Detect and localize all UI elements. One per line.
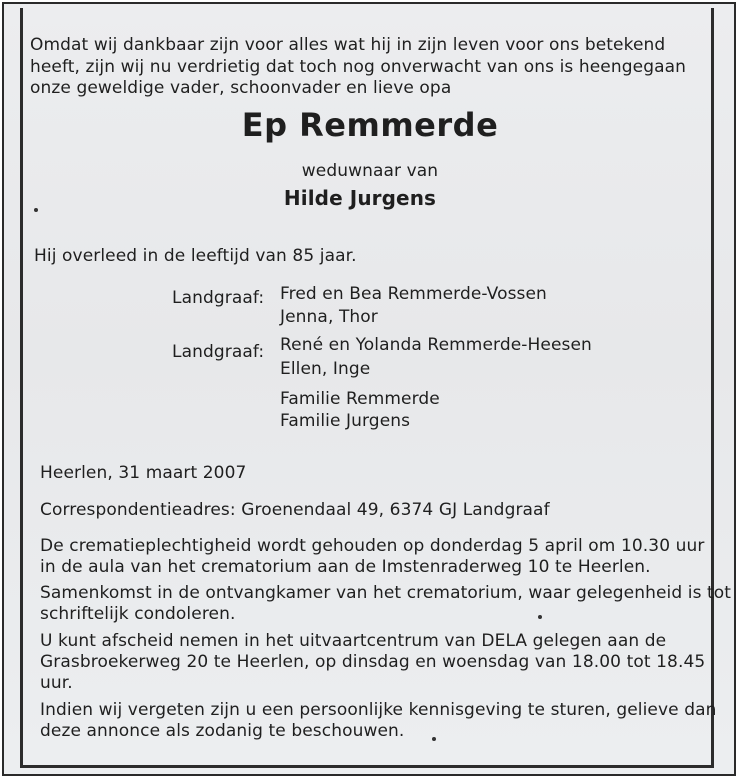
notice-line: deze annonce als zodanig te beschouwen. [40,721,405,741]
gathering-line: Samenkomst in de ontvangkamer van het crematorium, waar gelegenheid is tot [40,583,732,603]
print-speck [538,615,542,619]
widower-of-label: weduwnaar van [301,161,439,181]
family-line: René en Yolanda Remmerde-Heesen [280,335,592,355]
print-speck [432,737,436,741]
deceased-name: Ep Remmerde [241,106,499,144]
ceremony-line: in de aula van het crematorium aan de Imstenraderweg 10 te Heerlen. [40,557,651,577]
gathering-line: schriftelijk condoleren. [40,604,236,624]
intro-line: heeft, zijn wij nu verdrietig dat toch nog onverwacht van ons is heengegaan [30,57,686,77]
print-speck [34,208,38,212]
notice-line: Indien wij vergeten zijn u een persoonlijke kennisgeving te sturen, gelieve dan [40,700,717,720]
family-place: Landgraaf: [172,288,265,308]
family-line: Familie Remmerde [280,389,440,409]
ceremony-line: De crematieplechtigheid wordt gehouden op donderdag 5 april om 10.30 uur [40,536,705,556]
correspondence-address: Correspondentieadres: Groenendaal 49, 6374 GJ Landgraaf [40,500,550,520]
intro-line: onze geweldige vader, schoonvader en lieve opa [30,78,452,98]
intro-line: Omdat wij dankbaar zijn voor alles wat hij in zijn leven voor ons betekend [30,35,666,55]
farewell-line: uur. [40,673,73,693]
family-line: Familie Jurgens [280,411,411,431]
family-line: Fred en Bea Remmerde-Vossen [280,284,547,304]
family-place: Landgraaf: [172,342,265,362]
family-line: Jenna, Thor [280,307,378,327]
spouse-name: Hilde Jurgens [283,186,437,210]
age-line: Hij overleed in de leeftijd van 85 jaar. [34,246,357,266]
date-line: Heerlen, 31 maart 2007 [40,463,247,483]
farewell-line: U kunt afscheid nemen in het uitvaartcentrum van DELA gelegen aan de [40,631,667,651]
farewell-line: Grasbroekerweg 20 te Heerlen, op dinsdag en woensdag van 18.00 tot 18.45 [40,652,706,672]
family-line: Ellen, Inge [280,359,371,379]
